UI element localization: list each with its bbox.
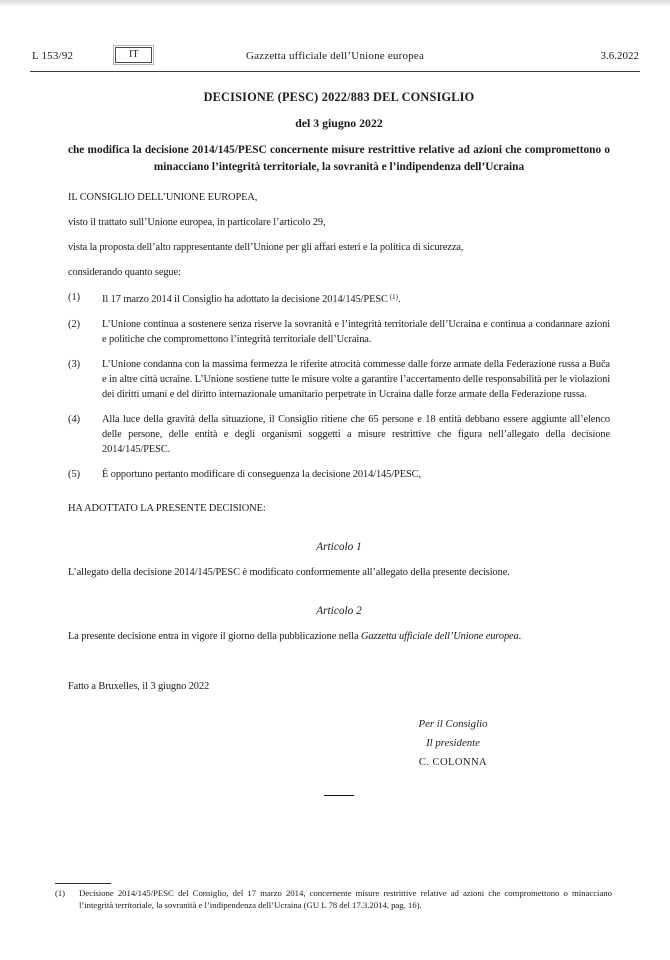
footnote-ref-marker: (1) <box>389 293 399 302</box>
recital-number: (5) <box>68 469 81 481</box>
article-1-heading: Articolo 1 <box>316 541 362 554</box>
footnote-marker: (1) <box>55 888 66 898</box>
signature-name: C. COLONNA <box>418 757 488 769</box>
recital-1 <box>68 290 610 307</box>
page-header <box>31 47 639 67</box>
recital-text: L’Unione condanna con la massima fermezza le riferite atrocità commesse dalle forze armate della Federazione russa a Buča e in altre città ucraine. L’Unione sostiene tutte le misure volte a garantire l’accertamento delle responsabilità per le violazioni dei diritti umani e del diritto internazionale umanitario perpetrate in Ucraina dalle forze armate della Federazione russa. <box>102 359 610 401</box>
language-code: IT <box>129 49 139 60</box>
scan-edge <box>0 0 670 7</box>
recital-number: (4) <box>68 414 81 426</box>
recital-4 <box>68 412 610 457</box>
footnote-text: Decisione 2014/145/PESC del Consiglio, del 17 marzo 2014, concernente misure restrittive relative ad azioni che compromettono o minacciano l’integrità territoriale, la sovranità e l’indipendenza dell’Ucraina (GU L 78 del 17.3.2014, pag. 16). <box>79 888 612 910</box>
signature-on-behalf: Per il Consiglio <box>418 718 488 731</box>
article-2-heading: Articolo 2 <box>316 605 362 618</box>
recital-number: (1) <box>68 292 81 304</box>
signature-block <box>368 715 538 772</box>
footnote-1 <box>55 888 612 911</box>
journal-name-italic: Gazzetta ufficiale dell’Unione europea <box>360 631 519 643</box>
recital-number: (2) <box>68 319 81 331</box>
article-2-body <box>68 629 610 644</box>
recital-number: (3) <box>68 359 81 371</box>
preamble-considering: considerando quanto segue: <box>68 267 181 279</box>
recital-text: È opportuno pertanto modificare di conseguenza la decisione 2014/145/PESC, <box>102 469 421 481</box>
adoption-formula: HA ADOTTATO LA PRESENTE DECISIONE: <box>68 503 266 515</box>
recital-text-suffix: . <box>398 294 401 306</box>
end-of-act-dash <box>324 795 354 796</box>
decision-date-line: del 3 giugno 2022 <box>295 116 383 130</box>
page-number: L 153/92 <box>32 50 74 62</box>
recital-text <box>102 290 610 307</box>
recital-2 <box>68 317 610 347</box>
place-date-line: Fatto a Bruxelles, il 3 giugno 2022 <box>68 681 210 693</box>
header-rule <box>30 71 640 72</box>
article-2-text: La presente decisione entra in vigore il giorno della pubblicazione nella <box>68 631 361 643</box>
recital-text: Alla luce della gravità della situazione, il Consiglio ritiene che 65 persone e 18 entità debbano essere aggiunte all’elenco delle persone, delle entità e degli organismi soggetti a misure restrittive che figura nell’allegato della decisione 2014/145/PESC. <box>102 414 610 456</box>
footnote-separator <box>55 883 111 884</box>
header-date: 3.6.2022 <box>600 50 639 62</box>
preamble-citation-2: vista la proposta dell’alto rappresentante dell’Unione per gli affari esteri e la politica di sicurezza, <box>68 242 464 254</box>
footnotes-section <box>55 883 612 911</box>
preamble-citation-1: visto il trattato sull’Unione europea, in particolare l’articolo 29, <box>68 217 326 229</box>
decision-title: DECISIONE (PESC) 2022/883 DEL CONSIGLIO <box>203 90 475 104</box>
signature-role: Il presidente <box>426 737 480 750</box>
preamble-institution: IL CONSIGLIO DELL’UNIONE EUROPEA, <box>68 192 258 204</box>
recital-text-part: Il 17 marzo 2014 il Consiglio ha adottato la decisione 2014/145/PESC <box>102 294 388 306</box>
article-2-suffix: . <box>518 631 522 643</box>
decision-subject: che modifica la decisione 2014/145/PESC concernente misure restrittive relative ad azioni che compromettono o minacciano l’integrità territoriale, la sovranità e l’indipendenza dell’Ucraina <box>68 144 610 173</box>
document-body <box>68 90 610 796</box>
article-1-body: L’allegato della decisione 2014/145/PESC è modificato conformemente all’allegato della presente decisione. <box>68 567 510 579</box>
recital-5 <box>68 467 610 482</box>
recital-text: L’Unione continua a sostenere senza riserve la sovranità e l’integrità territoriale dell’Ucraina e continua a condannare azioni e politiche che compromettono l’integrità territoriale dell’Ucraina. <box>102 319 610 346</box>
journal-title: Gazzetta ufficiale dell’Unione europea <box>245 50 425 62</box>
recital-3 <box>68 357 610 402</box>
